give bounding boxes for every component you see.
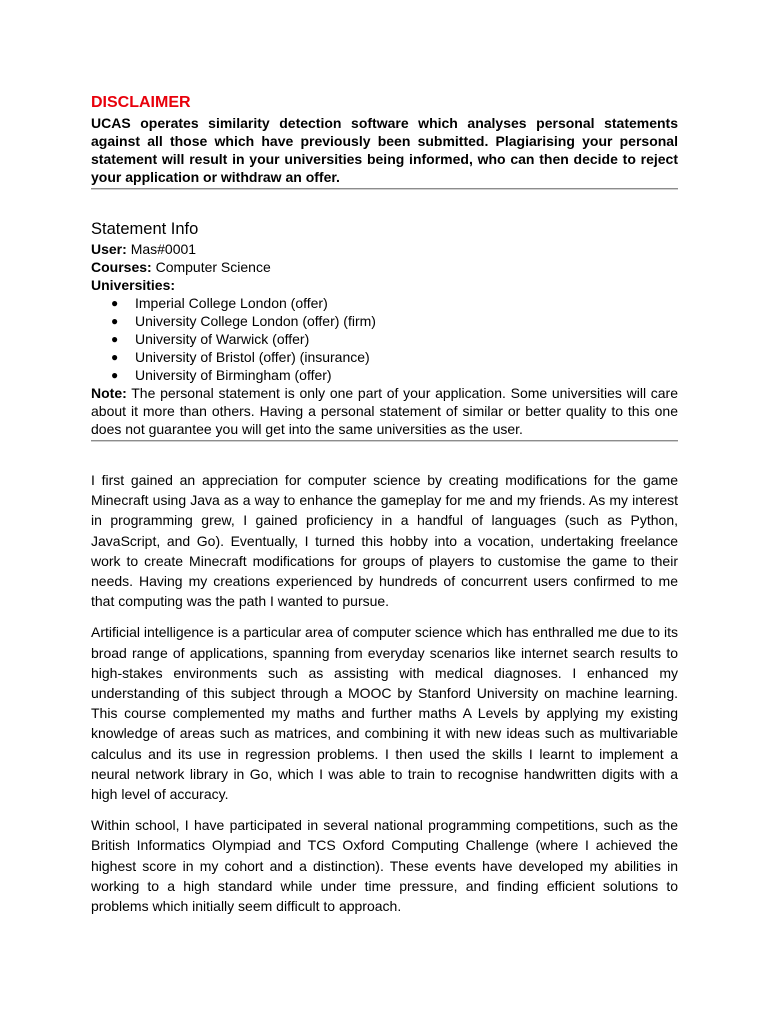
note-text (91, 384, 678, 438)
universities-line (91, 276, 678, 294)
courses-line (91, 258, 678, 276)
note-body: The personal statement is only one part of your application. Some universities will care about it more than others. Having a personal statement of similar or better quality to this one does not guarantee you will get into the same universities as the user. (91, 385, 678, 437)
statement-info-title: Statement Info (91, 220, 199, 238)
divider (91, 440, 678, 442)
bullet-icon: ● (111, 332, 119, 346)
courses-value: Computer Science (155, 259, 271, 275)
bullet-icon: ● (111, 296, 119, 310)
note-label: Note: (91, 385, 127, 401)
bullet-icon: ● (111, 368, 119, 382)
list-item (111, 294, 678, 312)
disclaimer-title: DISCLAIMER (91, 94, 191, 111)
list-item (111, 348, 678, 366)
document-content (91, 92, 678, 916)
user-value: Mas#0001 (130, 241, 197, 257)
statement-paragraph: Artificial intelligence is a particular area of computer science which has enthralled me due to its broad range of applications, spanning from everyday scenarios like internet search results to high-stakes environments such as assisting with medical diagnoses. I enhanced my understanding of this subject through a MOOC by Stanford University on machine learning. This course complemented my maths and further maths A Levels by applying my existing knowledge of areas such as matrices, and combining it with new ideas such as multivariable calculus and its use in regression problems. I then used the skills I learnt to implement a neural network library in Go, which I was able to train to recognise handwritten digits with a high level of accuracy. (91, 624, 678, 803)
user-label: User: (91, 241, 127, 257)
bullet-icon: ● (111, 314, 119, 328)
university-name: University of Bristol (offer) (insurance) (135, 349, 370, 365)
university-name: University of Warwick (offer) (135, 331, 310, 347)
statement-paragraph: Within school, I have participated in several national programming competitions, such as the British Informatics Olympiad and TCS Oxford Computing Challenge (where I achieved the highest score in my cohort and a distinction). These events have developed my abilities in working to a high standard while under time pressure, and finding efficient solutions to problems which initially seem difficult to approach. (91, 817, 678, 915)
divider (91, 188, 678, 190)
statement-paragraph: I first gained an appreciation for computer science by creating modifications for the game Minecraft using Java as a way to enhance the gameplay for me and my friends. As my interest in programming grew, I gained proficiency in a handful of languages (such as Python, JavaScript, and Go). Eventually, I turned this hobby into a vocation, undertaking freelance work to create Minecraft modifications for groups of players to customise the game to their needs. Having my creations experienced by hundreds of concurrent users confirmed to me that computing was the path I wanted to pursue. (91, 472, 678, 610)
list-item (111, 312, 678, 330)
list-item (111, 366, 678, 384)
university-name: Imperial College London (offer) (135, 295, 328, 311)
list-item (111, 330, 678, 348)
universities-list (91, 294, 678, 384)
disclaimer-text: UCAS operates similarity detection software which analyses personal statements against all those which have previously been submitted. Plagiarising your personal statement will result in your universities being informed, who can then decide to reject your application or withdraw an offer. (91, 115, 678, 185)
university-name: University College London (offer) (firm) (135, 313, 376, 329)
courses-label: Courses: (91, 259, 152, 275)
universities-label: Universities: (91, 277, 176, 293)
user-line (91, 240, 678, 258)
bullet-icon: ● (111, 350, 119, 364)
university-name: University of Birmingham (offer) (135, 367, 332, 383)
